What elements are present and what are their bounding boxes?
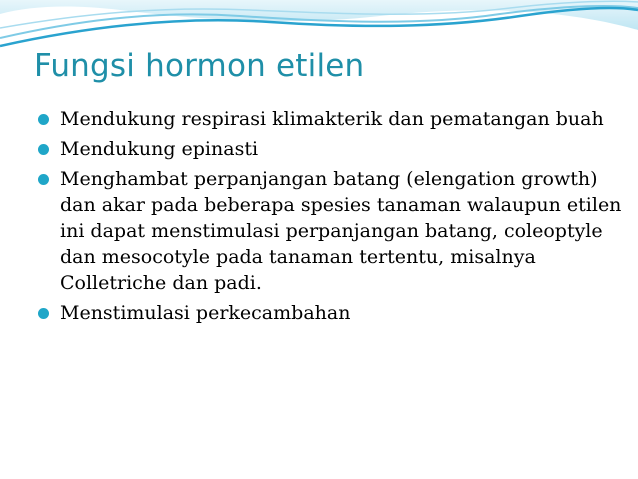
bullet-text: Menghambat perpanjangan batang (elengation growth) dan akar pada beberapa spesies tanaman walaupun etilen ini dapat menstimulasi perpanjangan batang, coleoptyle dan mesocotyle pada tanaman tertentu, misalnya Colletriche dan padi. — [60, 168, 622, 294]
bullet-item — [38, 136, 628, 162]
bullet-dot-icon — [38, 174, 49, 185]
bullet-text: Menstimulasi perkecambahan — [60, 302, 351, 324]
bullet-dot-icon — [38, 144, 49, 155]
bullet-dot-icon — [38, 114, 49, 125]
slide-title: Fungsi hormon etilen — [34, 48, 365, 84]
bullet-list — [38, 106, 628, 330]
bullet-item — [38, 300, 628, 326]
bullet-text: Mendukung epinasti — [60, 138, 259, 160]
bullet-dot-icon — [38, 308, 49, 319]
bullet-item — [38, 166, 628, 296]
bullet-text: Mendukung respirasi klimakterik dan pematangan buah — [60, 108, 604, 130]
bullet-item — [38, 106, 628, 132]
